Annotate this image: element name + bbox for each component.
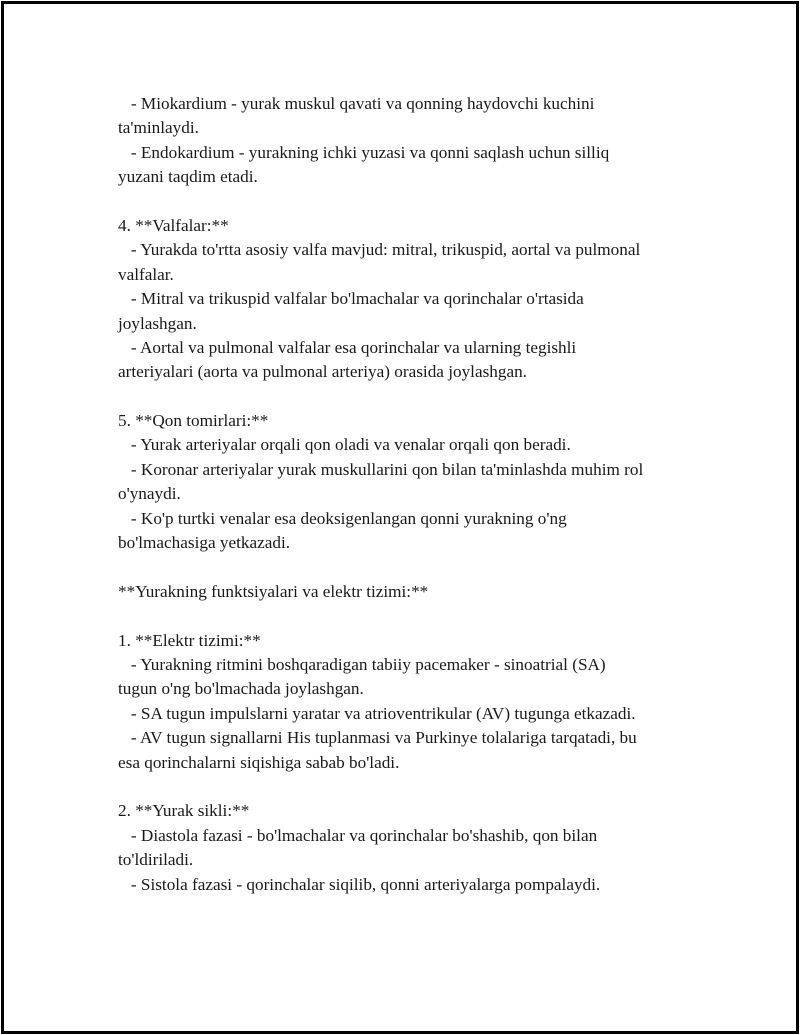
text-line: o'ynaydi. [118, 484, 181, 504]
text-line: - Yurakda to'rtta asosiy valfa mavjud: mitral, trikuspid, aortal va pulmonal [118, 240, 641, 260]
text-line: yuzani taqdim etadi. [118, 167, 258, 187]
text-line: - Miokardium - yurak muskul qavati va qonning haydovchi kuchini [118, 94, 595, 113]
blank-line [118, 775, 688, 799]
text-line: tugun o'ng bo'lmachada joylashgan. [118, 679, 364, 699]
text-line: 2. **Yurak sikli:** [118, 801, 250, 821]
text-line: joylashgan. [118, 313, 197, 333]
text-line: - Yurak arteriyalar orqali qon oladi va venalar orqali qon beradi. [118, 435, 571, 455]
text-line: esa qorinchalarni siqishiga sabab bo'ladi. [118, 752, 400, 772]
text-line: - Yurakning ritmini boshqaradigan tabiiy pacemaker - sinoatrial (SA) [118, 654, 606, 674]
text-line: - Ko'p turtki venalar esa deoksigenlangan qonni yurakning o'ng [118, 508, 567, 528]
blank-line [118, 190, 688, 214]
text-line: - Sistola fazasi - qorinchalar siqilib, qonni arteriyalarga pompalaydi. [118, 874, 601, 894]
blank-line [118, 385, 688, 409]
text-line: - Diastola fazasi - bo'lmachalar va qorinchalar bo'shashib, qon bilan [118, 825, 598, 845]
text-line: ta'minlaydi. [118, 118, 199, 138]
text-line: **Yurakning funktsiyalari va elektr tizimi:** [118, 581, 429, 601]
text-line: 4. **Valfalar:** [118, 215, 229, 235]
text-line: arteriyalari (aorta va pulmonal arteriya) orasida joylashgan. [118, 362, 527, 382]
text-line: - Endokardium - yurakning ichki yuzasi va qonni saqlash uchun silliq [118, 142, 610, 162]
text-line: 5. **Qon tomirlari:** [118, 411, 269, 431]
text-line: bo'lmachasiga yetkazadi. [118, 533, 291, 553]
blank-line [118, 555, 688, 579]
text-line: to'ldiriladi. [118, 850, 194, 870]
text-line: - Koronar arteriyalar yurak muskullarini qon bilan ta'minlashda muhim rol [118, 459, 644, 479]
text-line: - AV tugun signallarni His tuplanmasi va Purkinye tolalariga tarqatadi, bu [118, 728, 637, 748]
text-line: valfalar. [118, 264, 174, 284]
document-body [118, 92, 688, 897]
text-line: - Mitral va trikuspid valfalar bo'lmachalar va qorinchalar o'rtasida [118, 289, 584, 309]
text-line: 1. **Elektr tizimi:** [118, 630, 261, 650]
text-line: - Aortal va pulmonal valfalar esa qorinchalar va ularning tegishli [118, 337, 577, 357]
blank-line [118, 604, 688, 628]
text-line: - SA tugun impulslarni yaratar va atrioventrikular (AV) tugunga etkazadi. [118, 703, 636, 723]
